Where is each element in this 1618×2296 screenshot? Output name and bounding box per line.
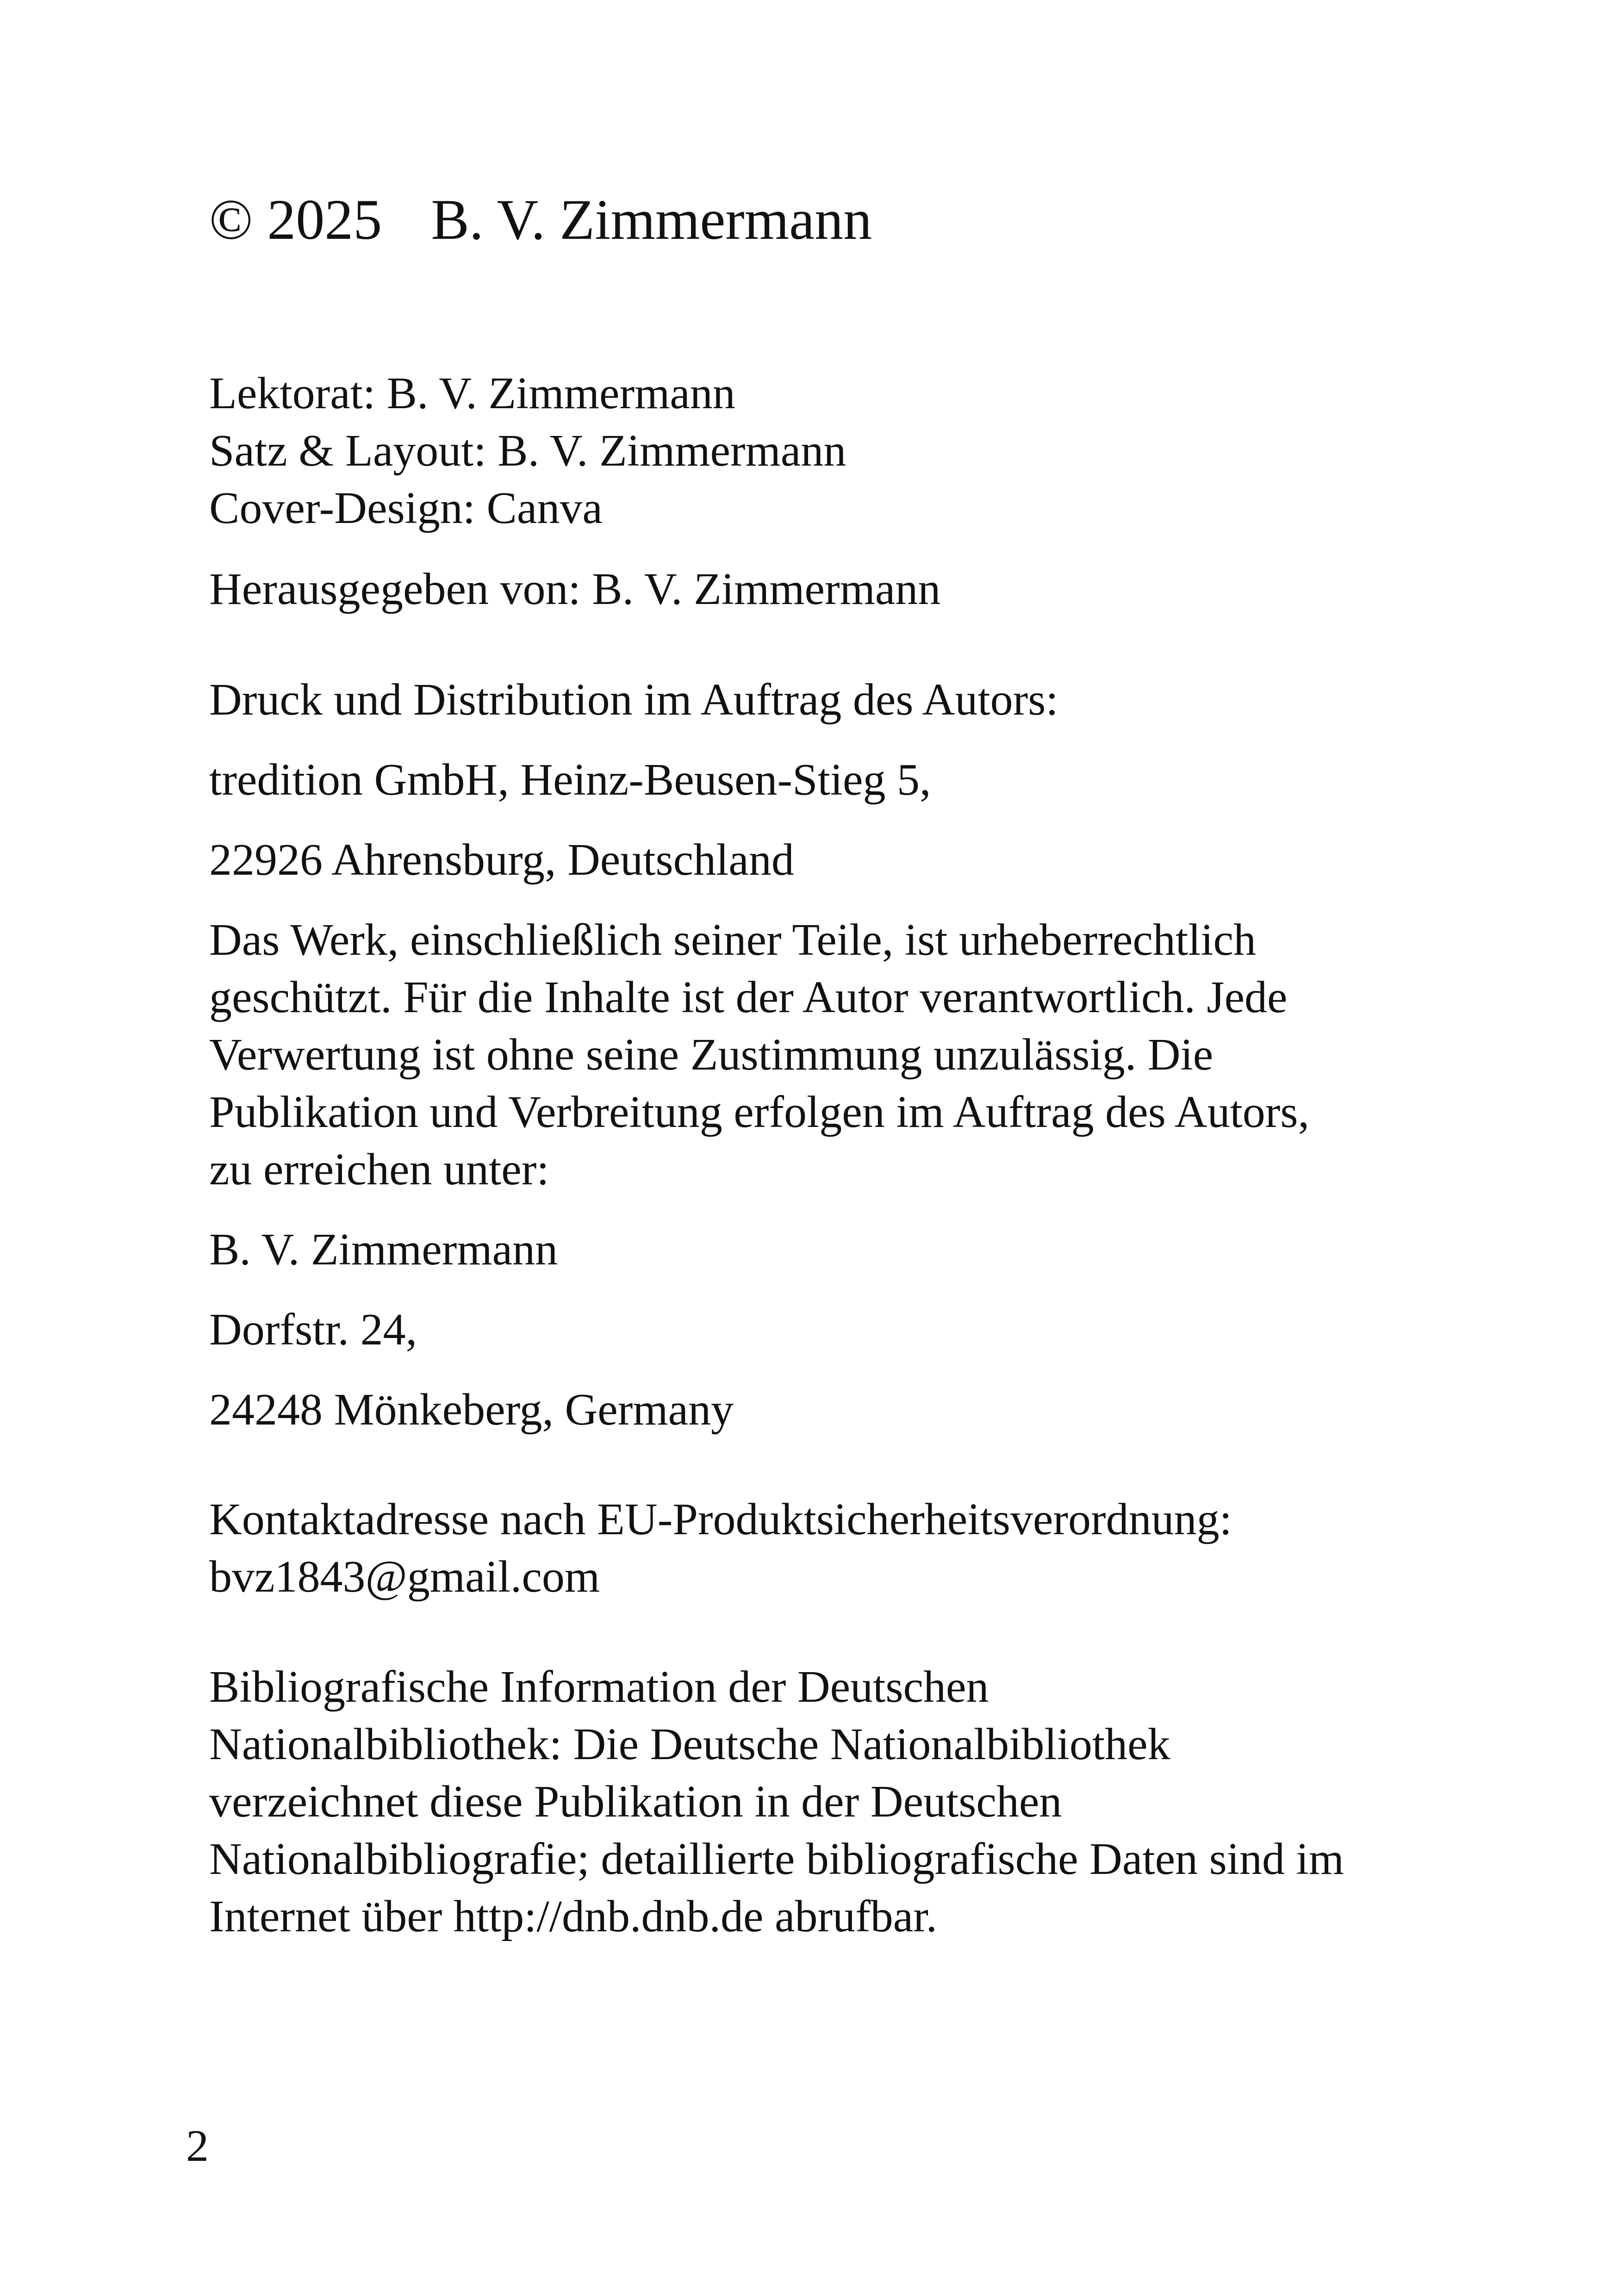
bibliographic-line: verzeichnet diese Publikation in der Deutschen <box>209 1777 1062 1827</box>
credit-editing: Lektorat: B. V. Zimmermann <box>209 368 735 418</box>
rights-line: Verwertung ist ohne seine Zustimmung unzulässig. Die <box>209 1030 1214 1080</box>
author-city: 24248 Mönkeberg, Germany <box>209 1385 734 1435</box>
copyright-notice <box>209 185 872 255</box>
bibliographic-line: Nationalbibliothek: Die Deutsche Nationalbibliothek <box>209 1719 1170 1769</box>
page-number: 2 <box>186 2121 209 2171</box>
printing-street: tredition GmbH, Heinz-Beusen-Stieg 5, <box>209 755 931 805</box>
bibliographic-line: Nationalbibliografie; detaillierte bibliografische Daten sind im <box>209 1834 1344 1884</box>
credit-cover: Cover-Design: Canva <box>209 483 603 533</box>
copyright-year: © 2025 <box>209 188 382 251</box>
credit-typesetting: Satz & Layout: B. V. Zimmermann <box>209 426 846 476</box>
publisher-line: Herausgegeben von: B. V. Zimmermann <box>209 564 941 614</box>
author-street: Dorfstr. 24, <box>209 1305 417 1355</box>
bibliographic-line: Bibliografische Information der Deutschen <box>209 1662 989 1712</box>
rights-line: geschützt. Für die Inhalte ist der Autor verantwortlich. Jede <box>209 972 1288 1022</box>
author-name: B. V. Zimmermann <box>209 1225 558 1275</box>
bibliographic-line: Internet über http://dnb.dnb.de abrufbar. <box>209 1892 937 1941</box>
copyright-author: B. V. Zimmermann <box>431 188 872 251</box>
printing-city: 22926 Ahrensburg, Deutschland <box>209 835 794 885</box>
rights-line: Das Werk, einschließlich seiner Teile, ist urheberrechtlich <box>209 915 1257 965</box>
rights-line: Publikation und Verbreitung erfolgen im Auftrag des Autors, <box>209 1087 1310 1137</box>
rights-line: zu erreichen unter: <box>209 1145 549 1195</box>
contact-label: Kontaktadresse nach EU-Produktsicherheitsverordnung: <box>209 1494 1232 1544</box>
contact-email: bvz1843@gmail.com <box>209 1552 600 1602</box>
printing-heading: Druck und Distribution im Auftrag des Autors: <box>209 675 1058 725</box>
